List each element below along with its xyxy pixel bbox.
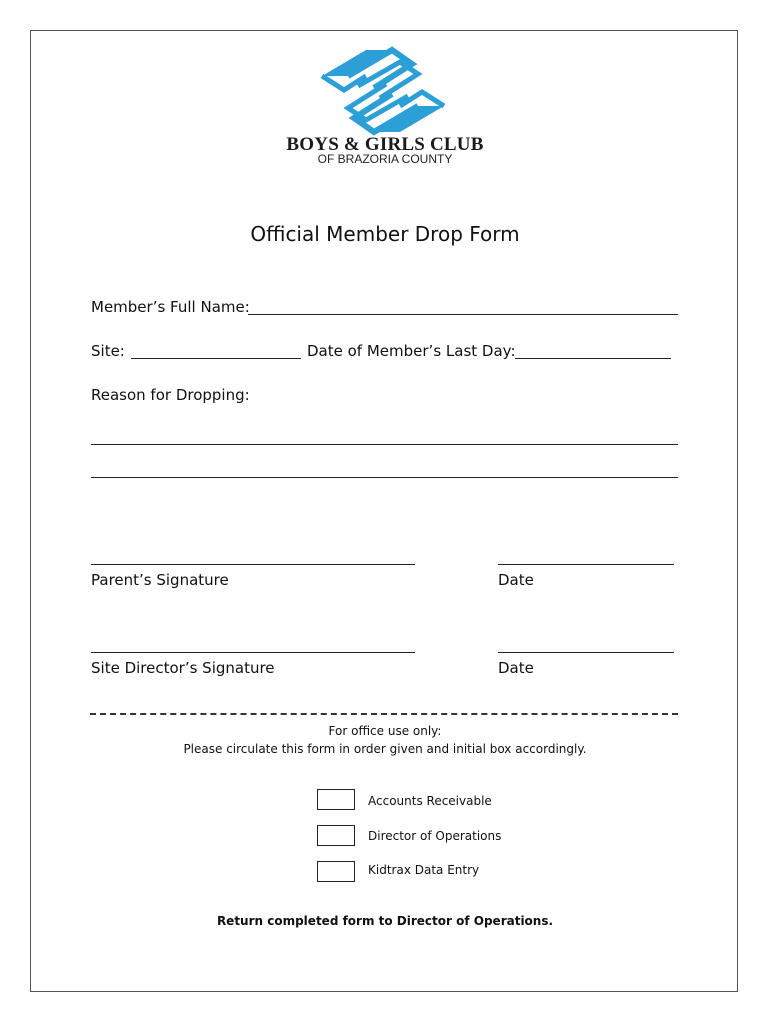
last-day-field[interactable] [515,358,671,359]
organization-name: BOYS & GIRLS CLUB [286,134,484,155]
return-instructions: Return completed form to Director of Operations. [216,914,554,928]
full-name-label: Member’s Full Name: [91,298,250,316]
parent-date-label: Date [498,571,534,589]
checklist-item-kidtrax-data-entry: Kidtrax Data Entry [368,863,480,877]
reason-line-1[interactable] [91,444,678,445]
kidtrax-data-entry-checkbox[interactable] [317,861,355,882]
parent-signature-label: Parent’s Signature [91,571,229,589]
checklist-item-accounts-receivable: Accounts Receivable [368,794,492,808]
office-use-divider [90,713,678,715]
reason-label: Reason for Dropping: [91,386,250,404]
last-day-label: Date of Member’s Last Day: [307,342,516,360]
full-name-field[interactable] [248,314,678,315]
parent-date-field[interactable] [498,564,674,565]
boys-girls-club-logo-icon [318,46,448,136]
reason-line-2[interactable] [91,477,678,478]
form-page [30,30,738,992]
checklist-item-director-of-operations: Director of Operations [368,829,502,843]
director-signature-label: Site Director’s Signature [91,659,275,677]
director-signature-field[interactable] [91,652,415,653]
director-date-field[interactable] [498,652,674,653]
director-date-label: Date [498,659,534,677]
office-use-instructions: Please circulate this form in order given and initial box accordingly. [183,742,587,756]
form-title: Official Member Drop Form [250,222,520,246]
accounts-receivable-checkbox[interactable] [317,789,355,810]
site-label: Site: [91,342,125,360]
organization-subtitle: OF BRAZORIA COUNTY [317,152,453,166]
director-of-operations-checkbox[interactable] [317,825,355,846]
parent-signature-field[interactable] [91,564,415,565]
site-field[interactable] [131,358,301,359]
office-use-heading: For office use only: [328,724,442,738]
